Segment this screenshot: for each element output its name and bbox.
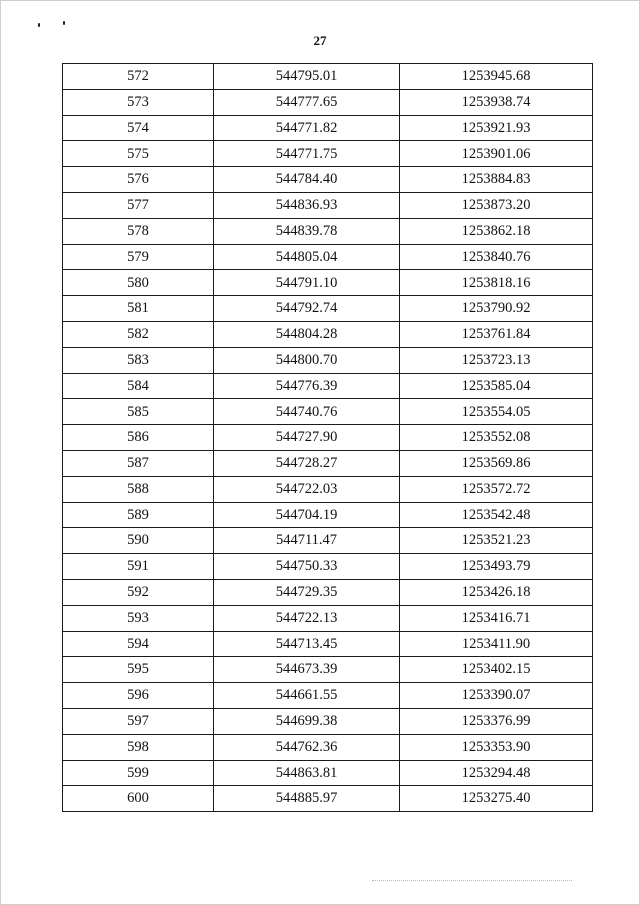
x-coordinate-cell: 544722.03 xyxy=(214,476,400,502)
x-coordinate-cell: 544805.04 xyxy=(214,244,400,270)
y-coordinate-cell: 1253552.08 xyxy=(400,425,593,451)
y-coordinate-cell: 1253426.18 xyxy=(400,579,593,605)
x-coordinate-cell: 544704.19 xyxy=(214,502,400,528)
table-row xyxy=(63,631,593,657)
table-row xyxy=(63,270,593,296)
y-coordinate-cell: 1253402.15 xyxy=(400,657,593,683)
x-coordinate-cell: 544740.76 xyxy=(214,399,400,425)
y-coordinate-cell: 1253901.06 xyxy=(400,141,593,167)
x-coordinate-cell: 544863.81 xyxy=(214,760,400,786)
point-number-cell: 595 xyxy=(63,657,214,683)
point-number-cell: 580 xyxy=(63,270,214,296)
table-row xyxy=(63,141,593,167)
table-row xyxy=(63,321,593,347)
point-number-cell: 596 xyxy=(63,683,214,709)
y-coordinate-cell: 1253873.20 xyxy=(400,192,593,218)
table-row xyxy=(63,64,593,90)
y-coordinate-cell: 1253790.92 xyxy=(400,296,593,322)
page-number: 27 xyxy=(313,33,327,48)
point-number-cell: 578 xyxy=(63,218,214,244)
y-coordinate-cell: 1253416.71 xyxy=(400,605,593,631)
point-number-cell: 577 xyxy=(63,192,214,218)
table-row xyxy=(63,734,593,760)
table-row xyxy=(63,296,593,322)
table-row xyxy=(63,167,593,193)
y-coordinate-cell: 1253275.40 xyxy=(400,786,593,812)
point-number-cell: 591 xyxy=(63,554,214,580)
x-coordinate-cell: 544777.65 xyxy=(214,89,400,115)
table-row xyxy=(63,579,593,605)
point-number-cell: 581 xyxy=(63,296,214,322)
x-coordinate-cell: 544661.55 xyxy=(214,683,400,709)
y-coordinate-cell: 1253840.76 xyxy=(400,244,593,270)
y-coordinate-cell: 1253723.13 xyxy=(400,347,593,373)
y-coordinate-cell: 1253921.93 xyxy=(400,115,593,141)
x-coordinate-cell: 544792.74 xyxy=(214,296,400,322)
table-row xyxy=(63,450,593,476)
x-coordinate-cell: 544795.01 xyxy=(214,64,400,90)
x-coordinate-cell: 544800.70 xyxy=(214,347,400,373)
point-number-cell: 594 xyxy=(63,631,214,657)
table-row xyxy=(63,89,593,115)
table-row xyxy=(63,657,593,683)
coordinate-table-body xyxy=(63,64,593,812)
table-row xyxy=(63,683,593,709)
x-coordinate-cell: 544885.97 xyxy=(214,786,400,812)
x-coordinate-cell: 544727.90 xyxy=(214,425,400,451)
table-row xyxy=(63,115,593,141)
table-row xyxy=(63,244,593,270)
table-row xyxy=(63,502,593,528)
y-coordinate-cell: 1253493.79 xyxy=(400,554,593,580)
coordinate-table xyxy=(62,63,593,812)
x-coordinate-cell: 544750.33 xyxy=(214,554,400,580)
point-number-cell: 598 xyxy=(63,734,214,760)
x-coordinate-cell: 544771.75 xyxy=(214,141,400,167)
x-coordinate-cell: 544713.45 xyxy=(214,631,400,657)
y-coordinate-cell: 1253390.07 xyxy=(400,683,593,709)
point-number-cell: 599 xyxy=(63,760,214,786)
table-row xyxy=(63,347,593,373)
point-number-cell: 587 xyxy=(63,450,214,476)
y-coordinate-cell: 1253542.48 xyxy=(400,502,593,528)
scan-speck xyxy=(38,23,40,27)
point-number-cell: 592 xyxy=(63,579,214,605)
point-number-cell: 579 xyxy=(63,244,214,270)
scan-artifact-line xyxy=(372,880,572,881)
y-coordinate-cell: 1253585.04 xyxy=(400,373,593,399)
point-number-cell: 576 xyxy=(63,167,214,193)
point-number-cell: 585 xyxy=(63,399,214,425)
x-coordinate-cell: 544776.39 xyxy=(214,373,400,399)
table-row xyxy=(63,786,593,812)
table-row xyxy=(63,605,593,631)
y-coordinate-cell: 1253569.86 xyxy=(400,450,593,476)
y-coordinate-cell: 1253294.48 xyxy=(400,760,593,786)
y-coordinate-cell: 1253945.68 xyxy=(400,64,593,90)
point-number-cell: 575 xyxy=(63,141,214,167)
point-number-cell: 588 xyxy=(63,476,214,502)
table-row xyxy=(63,476,593,502)
table-row xyxy=(63,425,593,451)
point-number-cell: 582 xyxy=(63,321,214,347)
scan-speck xyxy=(63,21,65,25)
y-coordinate-cell: 1253761.84 xyxy=(400,321,593,347)
point-number-cell: 573 xyxy=(63,89,214,115)
table-row xyxy=(63,760,593,786)
table-row xyxy=(63,708,593,734)
point-number-cell: 590 xyxy=(63,528,214,554)
y-coordinate-cell: 1253376.99 xyxy=(400,708,593,734)
table-row xyxy=(63,192,593,218)
table-row xyxy=(63,373,593,399)
y-coordinate-cell: 1253572.72 xyxy=(400,476,593,502)
x-coordinate-cell: 544699.38 xyxy=(214,708,400,734)
point-number-cell: 597 xyxy=(63,708,214,734)
point-number-cell: 574 xyxy=(63,115,214,141)
point-number-cell: 586 xyxy=(63,425,214,451)
x-coordinate-cell: 544791.10 xyxy=(214,270,400,296)
y-coordinate-cell: 1253353.90 xyxy=(400,734,593,760)
x-coordinate-cell: 544804.28 xyxy=(214,321,400,347)
x-coordinate-cell: 544729.35 xyxy=(214,579,400,605)
y-coordinate-cell: 1253411.90 xyxy=(400,631,593,657)
point-number-cell: 583 xyxy=(63,347,214,373)
y-coordinate-cell: 1253884.83 xyxy=(400,167,593,193)
y-coordinate-cell: 1253862.18 xyxy=(400,218,593,244)
point-number-cell: 584 xyxy=(63,373,214,399)
y-coordinate-cell: 1253521.23 xyxy=(400,528,593,554)
point-number-cell: 572 xyxy=(63,64,214,90)
x-coordinate-cell: 544711.47 xyxy=(214,528,400,554)
y-coordinate-cell: 1253818.16 xyxy=(400,270,593,296)
table-row xyxy=(63,218,593,244)
x-coordinate-cell: 544728.27 xyxy=(214,450,400,476)
table-row xyxy=(63,554,593,580)
point-number-cell: 593 xyxy=(63,605,214,631)
x-coordinate-cell: 544771.82 xyxy=(214,115,400,141)
table-row xyxy=(63,399,593,425)
point-number-cell: 589 xyxy=(63,502,214,528)
point-number-cell: 600 xyxy=(63,786,214,812)
y-coordinate-cell: 1253938.74 xyxy=(400,89,593,115)
x-coordinate-cell: 544836.93 xyxy=(214,192,400,218)
y-coordinate-cell: 1253554.05 xyxy=(400,399,593,425)
x-coordinate-cell: 544722.13 xyxy=(214,605,400,631)
table-row xyxy=(63,528,593,554)
x-coordinate-cell: 544784.40 xyxy=(214,167,400,193)
x-coordinate-cell: 544839.78 xyxy=(214,218,400,244)
x-coordinate-cell: 544673.39 xyxy=(214,657,400,683)
x-coordinate-cell: 544762.36 xyxy=(214,734,400,760)
